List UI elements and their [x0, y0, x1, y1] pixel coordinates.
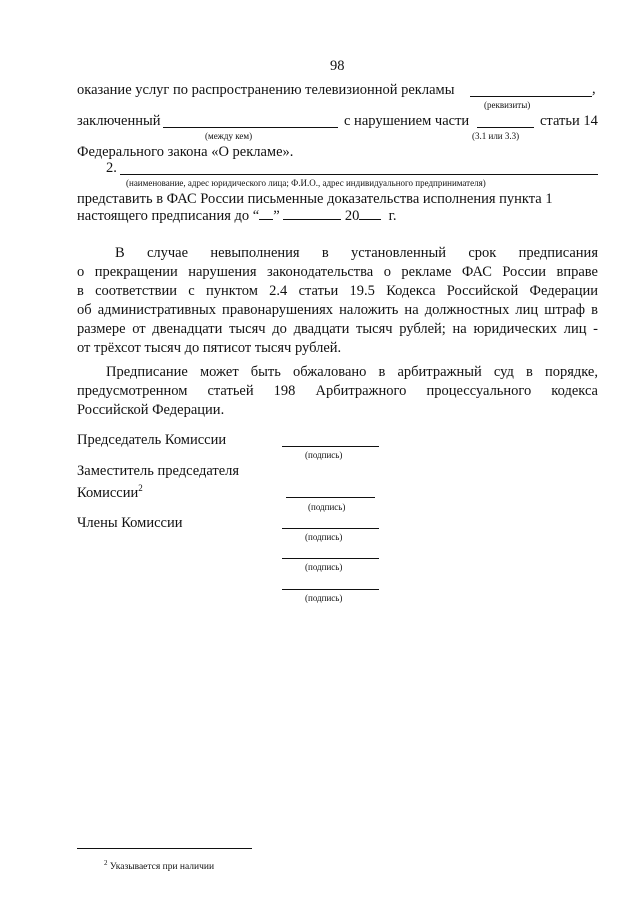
text-federal-law: Федерального закона «О рекламе».: [77, 144, 294, 160]
text-line-services: оказание услуг по распространению телевизионной рекламы: [77, 82, 455, 98]
year-suffix: г.: [388, 208, 397, 224]
deputy-label-line2: [77, 479, 143, 502]
member2-signature-line: [282, 558, 379, 559]
blank-requisites: [470, 96, 592, 97]
page-number: 98: [330, 58, 345, 74]
chairman-signature-note: (подпись): [305, 450, 343, 460]
footnote-mark: 2: [104, 859, 108, 867]
text-submit-evidence: представить в ФАС России письменные доказательства исполнения пункта 1: [77, 191, 553, 207]
blank-year: [359, 219, 381, 220]
paragraph1-line2: о прекращении нарушения законодательства о рекламе ФАС России вправе: [77, 264, 598, 280]
quote-close: ”: [273, 208, 280, 224]
paragraph1-line4: об административных правонарушениях наложить на должностных лиц штраф в: [77, 302, 598, 318]
paragraph1-line1: В случае невыполнения в установленный срок предписания: [115, 245, 598, 261]
footnote-separator: [77, 848, 252, 849]
blank-entity-name: [120, 174, 598, 175]
year-prefix: 20: [344, 208, 360, 224]
members-label: Члены Комиссии: [77, 515, 183, 531]
member1-signature-line: [282, 528, 379, 529]
deputy-label-line1: Заместитель председателя: [77, 463, 240, 479]
note-entity-name: (наименование, адрес юридического лица; Ф.И.О., адрес индивидуального предпринимателя): [126, 178, 486, 188]
blank-day: [259, 219, 273, 220]
member3-signature-line: [282, 589, 379, 590]
chairman-signature-line: [282, 446, 379, 447]
text-deadline-prefix: настоящего предписания до “: [77, 208, 260, 224]
footnote-text: Указывается при наличии: [109, 862, 215, 873]
text-deadline: [77, 207, 397, 225]
paragraph2-line2: предусмотренном статьей 198 Арбитражного процессуального кодекса: [77, 383, 598, 399]
note-part-values: (3.1 или 3.3): [472, 131, 520, 141]
paragraph2-line1: Предписание может быть обжаловано в арбитражный суд в порядке,: [106, 364, 598, 380]
member3-signature-note: (подпись): [305, 593, 343, 603]
deputy-label-text: Комиссии: [77, 484, 139, 501]
footnote: [104, 857, 214, 873]
note-requisites: (реквизиты): [484, 100, 531, 110]
text-concluded: заключенный: [77, 113, 161, 129]
text-article-14: статьи 14: [540, 113, 598, 129]
note-between-whom: (между кем): [205, 131, 253, 141]
chairman-label: Председатель Комиссии: [77, 432, 227, 448]
paragraph2-line3: Российской Федерации.: [77, 402, 225, 418]
blank-part-number: [477, 127, 534, 128]
footnote-ref: 2: [138, 483, 143, 493]
paragraph1-line3: в соответствии с пунктом 2.4 статьи 19.5 Кодекса Российской Федерации: [77, 283, 598, 299]
text-violation-part: с нарушением части: [344, 113, 470, 129]
item-number-2: 2.: [106, 160, 117, 176]
member2-signature-note: (подпись): [305, 562, 343, 572]
paragraph1-line5: размере от двенадцати тысяч до двадцати тысяч рублей; на юридических лиц -: [77, 321, 598, 337]
member1-signature-note: (подпись): [305, 532, 343, 542]
deputy-signature-note: (подпись): [308, 502, 346, 512]
blank-between-whom: [163, 127, 338, 128]
comma: ,: [592, 81, 596, 97]
paragraph1-line6: от трёхсот тысяч до пятисот тысяч рублей.: [77, 340, 342, 356]
blank-month: [283, 219, 341, 220]
deputy-signature-line: [286, 497, 375, 498]
